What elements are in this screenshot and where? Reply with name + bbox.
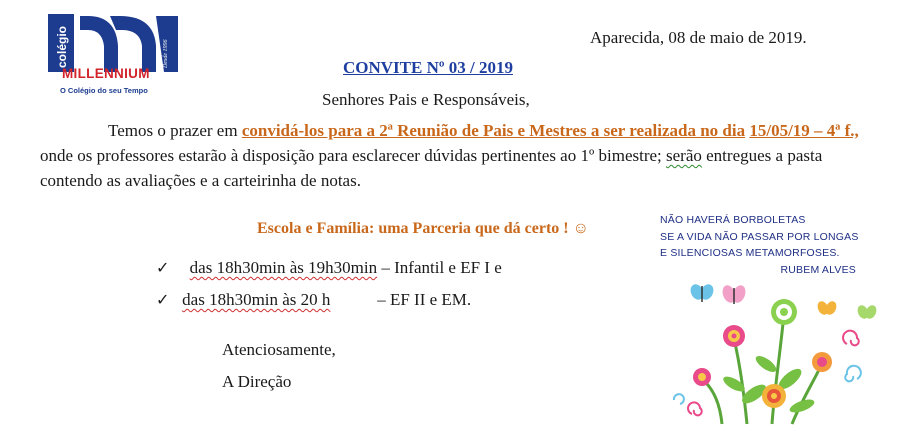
- checkmark-icon: ✓: [156, 292, 170, 309]
- closing: Atenciosamente,: [222, 340, 336, 359]
- signature: A Direção: [222, 372, 292, 391]
- invitation-title: CONVITE Nº 03 / 2019: [343, 58, 513, 77]
- quote-line: SE A VIDA NÃO PASSAR POR LONGAS: [660, 230, 859, 243]
- flower-icon: [771, 299, 797, 325]
- logo-name: MILLENNIUM: [62, 66, 150, 81]
- quote-line: NÃO HAVERÁ BORBOLETAS: [660, 214, 806, 226]
- schedule-time: das 18h30min às 20 h: [182, 290, 331, 309]
- schedule-item: [156, 290, 471, 310]
- meeting-highlight: convidá-los para a 2ª Reunião de Pais e Mestres a ser realizada no dia: [241, 121, 746, 140]
- schedule-group: Infantil e EF I e: [394, 258, 502, 277]
- logo-tagline: O Colégio do seu Tempo: [60, 86, 148, 95]
- schedule-item: [156, 258, 502, 278]
- schedule-time: das 18h30min às 19h30min: [189, 258, 378, 277]
- checkmark-icon: ✓: [156, 260, 170, 277]
- quote-author: RUBEM ALVES: [780, 263, 856, 276]
- flowers-butterflies-illustration: [662, 284, 892, 429]
- butterfly-icon: [816, 300, 839, 317]
- invitation-paragraph: [40, 118, 860, 193]
- logo-vertical-text: colégio: [55, 25, 69, 68]
- butterfly-icon: [720, 284, 747, 305]
- paragraph-text-1: Temos o prazer em: [108, 121, 242, 140]
- quote-block: [660, 212, 890, 278]
- flower-icon: [762, 384, 786, 408]
- schedule-separator: –: [330, 290, 390, 309]
- letter-date: Aparecida, 08 de maio de 2019.: [590, 28, 807, 47]
- flower-icon: [693, 368, 711, 386]
- paragraph-word-serao: serão: [666, 146, 702, 165]
- paragraph-text-3: entregues a pasta contendo as avaliações e a carteirinha de notas.: [40, 146, 823, 190]
- meeting-date-highlight: 15/05/19 – 4ª f.,: [749, 121, 859, 140]
- schedule-separator: –: [377, 258, 395, 277]
- greeting: Senhores Pais e Responsáveis,: [322, 90, 530, 109]
- quote-line: E SILENCIOSAS METAMORFOSES.: [660, 247, 840, 259]
- slogan: Escola e Família: uma Parceria que dá certo ! ☺: [257, 220, 589, 237]
- logo-m-left: [80, 16, 118, 72]
- flower-icon: [812, 352, 832, 372]
- paragraph-text-2: onde os professores estarão à disposição para esclarecer dúvidas pertinentes ao 1º bimestre;: [40, 146, 667, 165]
- schedule-group: EF II e EM.: [389, 290, 472, 309]
- butterfly-icon: [856, 304, 879, 321]
- logo-since-text: Desde 1996: [163, 39, 169, 68]
- butterfly-icon: [688, 284, 716, 302]
- flower-icon: [723, 325, 745, 347]
